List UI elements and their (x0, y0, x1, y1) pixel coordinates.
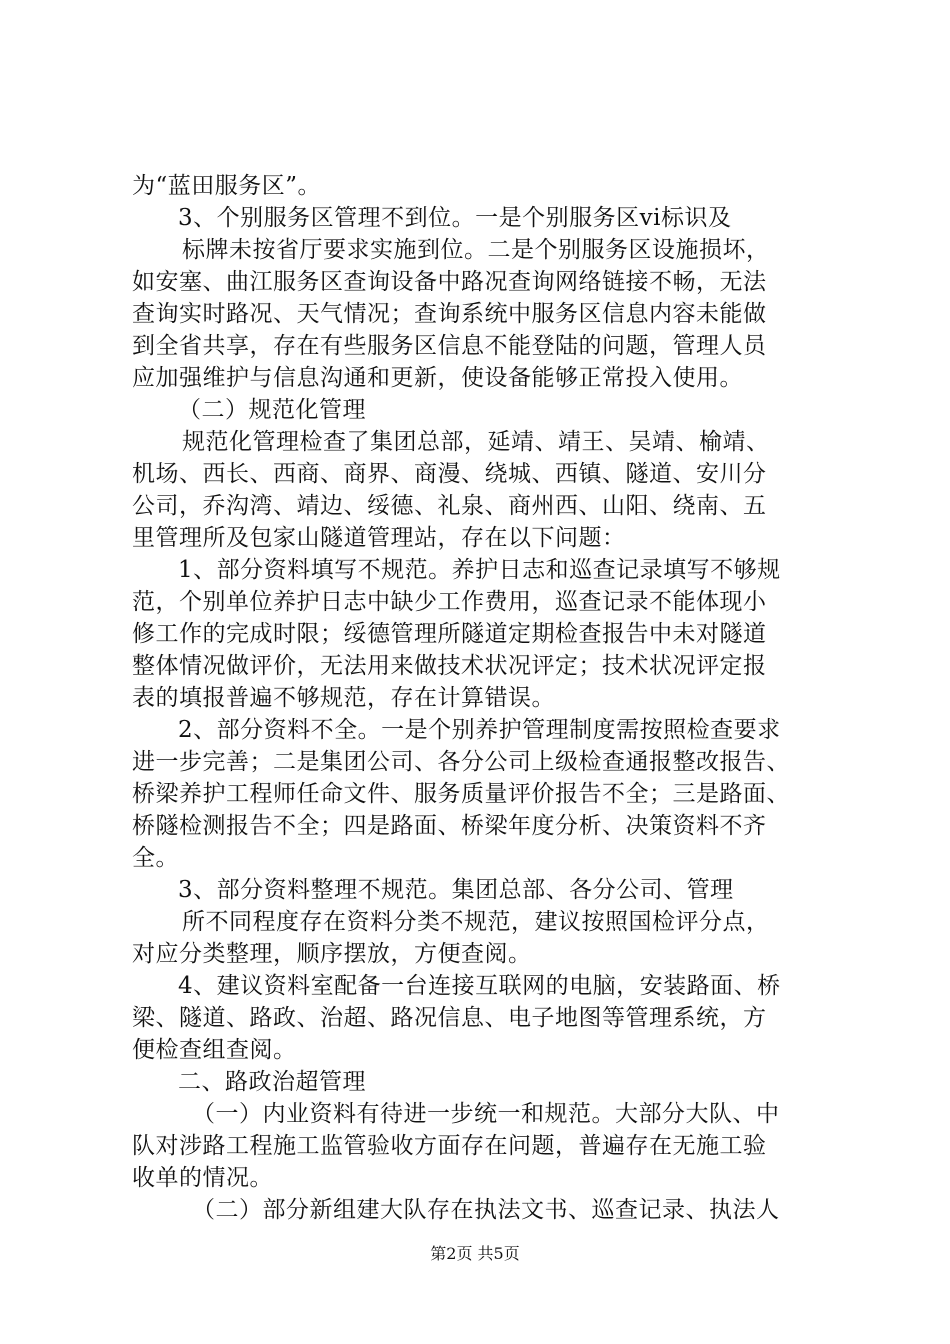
text-line: 便检查组查阅。 (132, 1037, 297, 1063)
text-line: 到全省共享，存在有些服务区信息不能登陆的问题，管理人员 (132, 333, 767, 359)
text-line: 里管理所及包家山隧道管理站，存在以下问题： (132, 525, 626, 551)
text-line: （二）规范化管理 (178, 397, 366, 423)
text-line: 队对涉路工程施工监管验收方面存在问题，普遍存在无施工验 (132, 1133, 767, 1159)
text-line: 所不同程度存在资料分类不规范，建议按照国检评分点， (182, 909, 770, 935)
page-footer: 第2页 共5页 (430, 1244, 520, 1263)
text-line: 范，个别单位养护日志中缺少工作费用，巡查记录不能体现小 (132, 589, 767, 615)
text-line: 全。 (132, 845, 179, 871)
text-line: 为“蓝田服务区”。 (132, 173, 322, 199)
text-line: 标牌未按省厅要求实施到位。二是个别服务区设施损坏， (182, 237, 770, 263)
text-line: 进一步完善；二是集团公司、各分公司上级检查通报整改报告、 (132, 749, 790, 775)
text-line: 公司，乔沟湾、靖边、绥德、礼泉、商州西、山阳、绕南、五 (132, 493, 767, 519)
text-line: 查询实时路况、天气情况；查询系统中服务区信息内容未能做 (132, 301, 767, 327)
text-line: （二）部分新组建大队存在执法文书、巡查记录、执法人 (192, 1197, 780, 1223)
text-line: 4、建议资料室配备一台连接互联网的电脑，安装路面、桥 (178, 973, 781, 999)
text-line: 机场、西长、西商、商界、商漫、绕城、西镇、隧道、安川分 (132, 461, 767, 487)
document-body (132, 170, 832, 1226)
text-line: 3、部分资料整理不规范。集团总部、各分公司、管理 (178, 877, 734, 903)
text-line: 收单的情况。 (132, 1165, 273, 1191)
text-line: 整体情况做评价，无法用来做技术状况评定；技术状况评定报 (132, 653, 767, 679)
text-line: 修工作的完成时限；绥德管理所隧道定期检查报告中未对隧道 (132, 621, 767, 647)
text-line: 2、部分资料不全。一是个别养护管理制度需按照检查要求 (178, 717, 781, 743)
text-line: （一）内业资料有待进一步统一和规范。大部分大队、中 (192, 1101, 780, 1127)
text-line: 二、路政治超管理 (178, 1069, 366, 1095)
text-line: 3、个别服务区管理不到位。一是个别服务区vi标识及 (178, 205, 732, 231)
text-line: 桥梁养护工程师任命文件、服务质量评价报告不全；三是路面、 (132, 781, 790, 807)
text-line: 对应分类整理，顺序摆放，方便查阅。 (132, 941, 532, 967)
text-line: 如安塞、曲江服务区查询设备中路况查询网络链接不畅，无法 (132, 269, 767, 295)
text-line: 应加强维护与信息沟通和更新，使设备能够正常投入使用。 (132, 365, 743, 391)
text-line: 规范化管理检查了集团总部，延靖、靖王、吴靖、榆靖、 (182, 429, 770, 455)
text-line: 1、部分资料填写不规范。养护日志和巡查记录填写不够规 (178, 557, 781, 583)
text-line: 梁、隧道、路政、治超、路况信息、电子地图等管理系统，方 (132, 1005, 767, 1031)
text-line: 桥隧检测报告不全；四是路面、桥梁年度分析、决策资料不齐 (132, 813, 767, 839)
text-line: 表的填报普遍不够规范，存在计算错误。 (132, 685, 555, 711)
